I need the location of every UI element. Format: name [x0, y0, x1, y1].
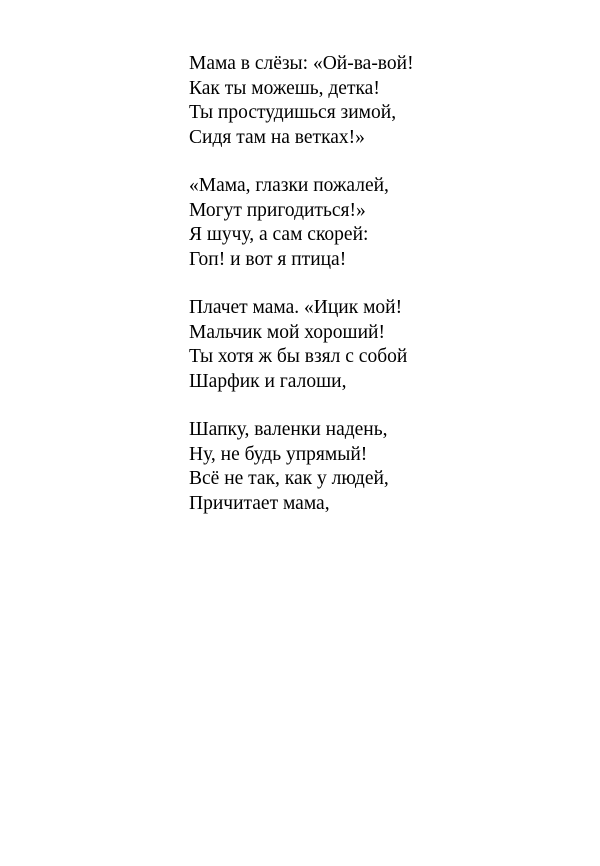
- poem-line: Гоп! и вот я птица!: [189, 248, 347, 270]
- poem-line: Как ты можешь, детка!: [189, 77, 380, 99]
- poem-line: Ты хотя ж бы взял с собой: [189, 346, 408, 367]
- poem-line: «Мама, глазки пожалей,: [189, 175, 389, 196]
- poem-line: Сидя там на ветках!»: [189, 126, 365, 148]
- stanza-4: [189, 418, 569, 516]
- poem-text: [189, 52, 569, 540]
- poem-line: Ну, не будь упрямый!: [189, 443, 368, 465]
- poem-line: Шапку, валенки надень,: [189, 419, 388, 440]
- poem-line: Шарфик и галоши,: [189, 370, 347, 392]
- stanza-1: [189, 52, 569, 150]
- poem-line: Мальчик мой хороший!: [189, 321, 385, 343]
- poem-line: Я шучу, а сам скорей:: [189, 224, 369, 245]
- stanza-3: [189, 296, 569, 394]
- stanza-2: [189, 174, 569, 272]
- poem-line: Мама в слёзы: «Ой-ва-вой!: [189, 53, 414, 74]
- poem-line: Могут пригодиться!»: [189, 199, 366, 221]
- poem-line: Причитает мама,: [189, 492, 330, 514]
- poem-line: Плачет мама. «Ицик мой!: [189, 297, 403, 318]
- poem-line: Всё не так, как у людей,: [189, 468, 389, 489]
- poem-line: Ты простудишься зимой,: [189, 102, 397, 123]
